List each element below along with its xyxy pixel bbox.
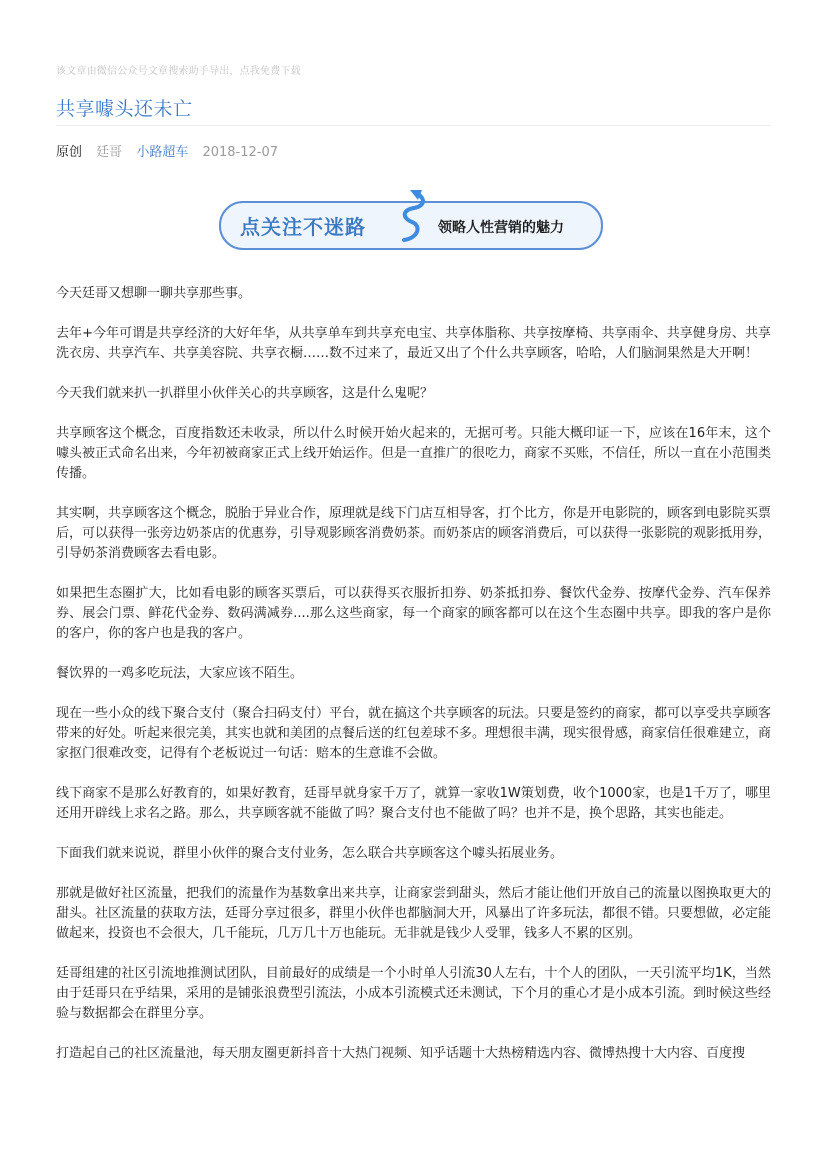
article-paragraph: 其实啊，共享顾客这个概念，脱胎于异业合作，原理就是线下门店互相导客，打个比方，你是开电影院的，顾客到电影院买票后，可以获得一张旁边奶茶店的优惠券，引导观影顾客消费奶茶。而奶茶店的顾客消费后，可以获得一张影院的观影抵用券，引导奶茶消费顾客去看电影。 [56,506,772,561]
article-paragraph: 现在一些小众的线下聚合支付（聚合扫码支付）平台，就在搞这个共享顾客的玩法。只要是签约的商家，都可以享受共享顾客带来的好处。听起来很完美，其实也就和美团的点餐后送的红包差球不多。理想很丰满，现实很骨感，商家信任很难建立，商家抠门很难改变，记得有个老板说过一句话：赔本的生意谁不会做。 [56,706,772,761]
article-title: 共享噱头还未亡 [56,98,193,120]
article-paragraph: 今天廷哥又想聊一聊共享那些事。 [56,286,252,301]
article-paragraph: 今天我们就来扒一扒群里小伙伴关心的共享顾客，这是什么鬼呢？ [56,386,434,401]
article-paragraph: 共享顾客这个概念，百度指数还未收录，所以什么时候开始火起来的，无据可考。只能大概印证一下，应该在16年末，这个噱头被正式命名出来，今年初被商家正式上线开始运作。但是一直推广的很吃力，商家不买账，不信任，所以一直在小范围类传播。 [56,426,772,481]
banner-left-text: 点关注不迷路 [240,215,366,239]
article-paragraph: 如果把生态圈扩大，比如看电影的顾客买票后，可以获得买衣服折扣券、奶茶抵扣券、餐饮代金券、按摩代金券、汽车保养券、展会门票、鲜花代金券、数码满减券....那么这些商家，每一个商家的顾客都可以在这个生态圈中共享。即我的客户是你的客户，你的客户也是我的客户。 [56,586,771,641]
follow-banner-graphic [218,186,604,252]
publish-date: 2018-12-07 [202,145,279,160]
article-meta [56,141,288,160]
article-paragraph: 线下商家不是那么好教育的，如果好教育，廷哥早就身家千万了，就算一家收1W策划费，收个1000家，也是1千万了，哪里还用开辟线上求名之路。那么，共享顾客就不能做了吗？聚合支付也不能做了吗？也并不是，换个思路，其实也能走。 [56,786,771,821]
article-paragraph: 下面我们就来说说，群里小伙伴的聚合支付业务，怎么联合共享顾客这个噱头拓展业务。 [56,846,564,861]
banner-right-text: 领略人性营销的魅力 [438,220,564,236]
follow-banner[interactable] [218,186,604,252]
title-divider [56,125,771,126]
author-name: 廷哥 [96,145,123,160]
account-link[interactable]: 小路超车 [136,145,189,160]
article-paragraph: 那就是做好社区流量，把我们的流量作为基数拿出来共享，让商家尝到甜头，然后才能让他们开放自己的流量以图换取更大的甜头。社区流量的获取方法，廷哥分享过很多，群里小伙伴也都脑洞大开，风暴出了许多玩法，都很不错。只要想做，必定能做起来，投资也不会很大，几千能玩，几万几十万也能玩。无非就是钱少人受罪，钱多人不累的区别。 [56,886,772,941]
export-note-link[interactable]: 该文章由微信公众号文章搜索助手导出，点我免费下载 [56,66,301,77]
article-paragraph: 打造起自己的社区流量池，每天朋友圈更新抖音十大热门视频、知乎话题十大热榜精选内容、微博热搜十大内容、百度搜 [56,1046,746,1061]
original-label: 原创 [56,145,83,160]
article-body [56,284,771,1084]
article-paragraph: 廷哥组建的社区引流地推测试团队，目前最好的成绩是一个小时单人引流30人左右，十个人的团队，一天引流平均1K，当然由于廷哥只在乎结果，采用的是铺张浪费型引流法，小成本引流模式还未测试，下个月的重心才是小成本引流。到时候这些经验与数据都会在群里分享。 [56,966,772,1021]
article-paragraph: 餐饮界的一鸡多吃玩法，大家应该不陌生。 [56,666,304,681]
article-paragraph: 去年+今年可谓是共享经济的大好年华，从共享单车到共享充电宝、共享体脂称、共享按摩椅、共享雨伞、共享健身房、共享洗衣房、共享汽车、共享美容院、共享衣橱……数不过来了，最近又出了个什么共享顾客，哈哈，人们脑洞果然是大开啊！ [56,326,771,361]
